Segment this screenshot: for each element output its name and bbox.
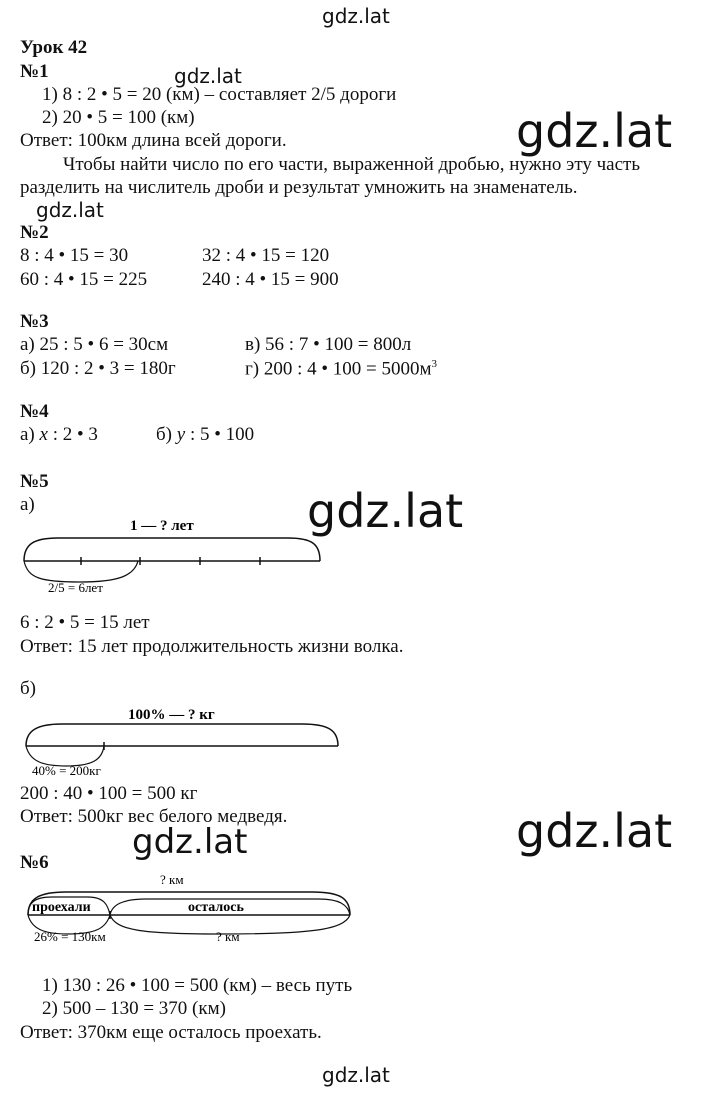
task-3-number: №3 [20,311,49,332]
task-5a-calc: 6 : 2 • 5 = 15 лет [20,612,150,633]
task-2-expr-3: 60 : 4 • 15 = 225 [20,269,148,290]
task-1-rule-line-2: разделить на числитель дроби и результат умножить на знаменатель. [20,177,578,198]
task-4-b-expr: : 5 • 100 [185,424,255,445]
watermark-bottom: gdz.lat [322,1063,390,1087]
task-6-step-1: 1) 130 : 26 • 100 = 500 (км) – весь путь [42,975,353,996]
task-6-diagram [28,872,350,944]
task-6-answer: Ответ: 370км еще осталось проехать. [20,1022,322,1043]
task-3-b: б) 120 : 2 • 3 = 180г [20,358,176,379]
task-6-bottom-left-label: 26% = 130км [34,929,106,944]
task-6-number: №6 [20,852,49,873]
task-1-number: №1 [20,61,49,82]
task-2-expr-1: 8 : 4 • 15 = 30 [20,245,129,266]
task-5a-top-brace [24,538,320,561]
watermark-large-1: gdz.lat [516,104,673,158]
task-4-a-expr: : 2 • 3 [47,424,98,445]
task-6-top-label: ? км [160,872,184,887]
task-6-step-2: 2) 500 – 130 = 370 (км) [42,998,226,1019]
watermark-medium: gdz.lat [132,822,248,862]
watermark-top: gdz.lat [322,4,390,28]
task-6-right-label: осталось [188,900,244,915]
task-6-left-label: проехали [32,900,91,915]
task-5b-calc: 200 : 40 • 100 = 500 кг [20,783,198,804]
task-4-number: №4 [20,401,49,422]
task-5b-bottom-label: 40% = 200кг [32,763,101,778]
task-5-b-label: б) [20,678,36,699]
task-5b-top-brace [26,724,338,746]
task-5a-top-label: 1 — ? лет [130,518,194,534]
task-3-g-text: г) 200 : 4 • 100 = 5000м [245,358,432,380]
task-5-number: №5 [20,471,49,492]
task-1-answer: Ответ: 100км длина всей дороги. [20,130,287,151]
task-2-number: №2 [20,222,49,243]
task-5a-bottom-label: 2/5 = 6лет [48,580,103,595]
watermark-n2: gdz.lat [36,198,104,222]
task-4-a-prefix: а) [20,424,40,445]
task-5a-diagram [24,518,320,595]
task-3-g-exponent: 3 [431,358,438,370]
task-1-step-1: 1) 8 : 2 • 5 = 20 (км) – составляет 2/5 дороги [42,84,397,105]
watermark-n1: gdz.lat [174,64,242,88]
task-4-a-variable: x [39,424,48,445]
watermark-large-3: gdz.lat [516,804,673,858]
task-2-expr-2: 32 : 4 • 15 = 120 [202,245,330,266]
task-1-rule-line-1: Чтобы найти число по его части, выраженной дробью, нужно эту часть [63,154,641,175]
task-6-bottom-right-label: ? км [216,929,240,944]
watermark-large-2: gdz.lat [307,484,464,538]
task-5b-answer: Ответ: 500кг вес белого медведя. [20,806,288,827]
task-3-a: а) 25 : 5 • 6 = 30см [20,334,169,355]
task-1-step-2: 2) 20 • 5 = 100 (км) [42,107,195,128]
task-3-v: в) 56 : 7 • 100 = 800л [245,334,412,355]
task-5b-top-label: 100% — ? кг [128,707,215,723]
task-5b-diagram [26,707,338,778]
task-4-b-prefix: б) [156,424,177,445]
lesson-title: Урок 42 [20,37,88,58]
task-5a-answer: Ответ: 15 лет продолжительность жизни волка. [20,636,404,657]
task-5-a-label: а) [20,494,35,515]
task-2-expr-4: 240 : 4 • 15 = 900 [202,269,339,290]
task-4-b-variable: y [176,424,186,445]
